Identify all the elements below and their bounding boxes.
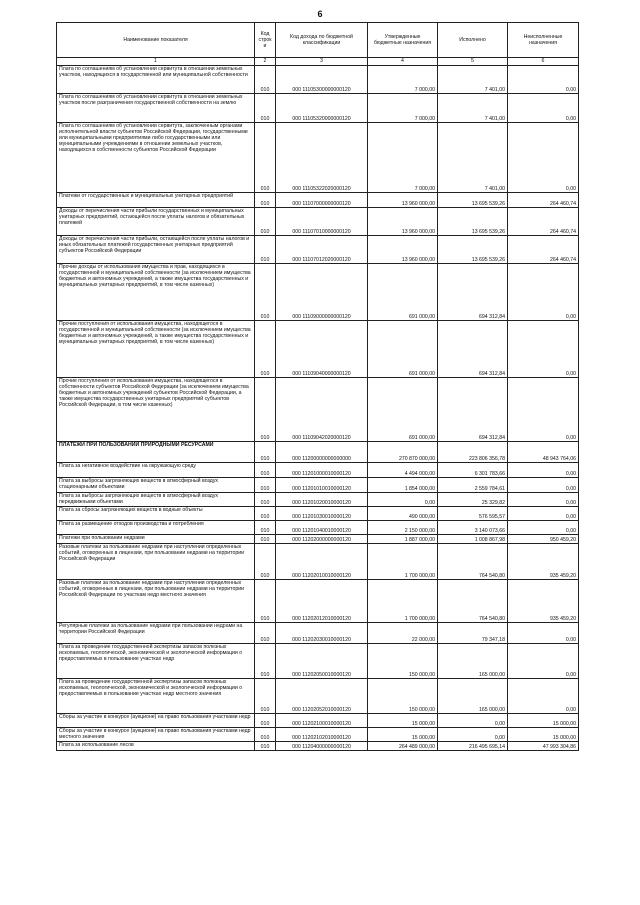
row-unexecuted: 0,00 [508, 378, 579, 442]
row-unexecuted: 0,00 [508, 94, 579, 123]
row-approved: 7 000,00 [368, 94, 438, 123]
row-approved: 0,00 [368, 493, 438, 507]
row-income-code: 000 11107010000000120 [276, 208, 368, 236]
row-indicator-name: Платежи при пользовании недрами [57, 535, 255, 544]
row-unexecuted: 48 943 764,06 [508, 442, 579, 463]
row-income-code: 000 11201040010000120 [276, 521, 368, 535]
row-code: 010 [255, 544, 276, 580]
table-row [57, 66, 579, 94]
header-income-code: Код дохода по бюджетной классификации [276, 23, 368, 58]
table-row [57, 193, 579, 208]
row-indicator-name: Сборы за участие в конкурсе (аукционе) на право пользования участками недр [57, 714, 255, 728]
row-approved: 13 960 000,00 [368, 208, 438, 236]
row-income-code: 000 11202052010000120 [276, 679, 368, 714]
row-code: 010 [255, 264, 276, 321]
table-row [57, 264, 579, 321]
row-executed: 79 347,18 [438, 623, 508, 644]
row-code: 010 [255, 535, 276, 544]
row-approved: 264 489 000,00 [368, 742, 438, 751]
row-code: 010 [255, 66, 276, 94]
row-approved: 15 000,00 [368, 714, 438, 728]
header-row-code: Код строк и [255, 23, 276, 58]
page-number: 6 [317, 9, 323, 19]
row-executed: 0,00 [438, 714, 508, 728]
row-income-code: 000 11201010010000120 [276, 478, 368, 493]
row-code: 010 [255, 442, 276, 463]
column-number: 3 [276, 58, 368, 66]
row-indicator-name: Плата за выбросы загрязняющих веществ в атмосферный воздух стационарными объектами [57, 478, 255, 493]
table-row [57, 442, 579, 463]
row-code: 010 [255, 714, 276, 728]
row-code: 010 [255, 321, 276, 378]
row-approved: 15 000,00 [368, 728, 438, 742]
row-indicator-name: Плата за проведение государственной экспертизы запасов полезных ископаемых, геологической, экономической и экологической информации о предоставляемых в пользование участках недр местного значения [57, 679, 255, 714]
row-unexecuted: 0,00 [508, 123, 579, 193]
row-indicator-name: Доходы от перечисления части прибыли, остающейся после уплаты налогов и иных обязательных платежей государственных унитарных предприятий субъектов Российской Федерации [57, 236, 255, 264]
row-income-code: 000 11107012020000120 [276, 236, 368, 264]
row-unexecuted: 15 000,00 [508, 728, 579, 742]
row-indicator-name: Разовые платежи за пользование недрами при наступлении определенных событий, оговоренных в лицензии, при пользовании недрами на территории Российской Федерации [57, 544, 255, 580]
row-executed: 2 559 784,61 [438, 478, 508, 493]
row-income-code: 000 11109000000000120 [276, 264, 368, 321]
row-unexecuted: 950 459,20 [508, 535, 579, 544]
table-row [57, 208, 579, 236]
row-executed: 694 312,84 [438, 264, 508, 321]
row-unexecuted: 0,00 [508, 66, 579, 94]
table-row [57, 728, 579, 742]
row-code: 010 [255, 208, 276, 236]
table-header-row [57, 23, 579, 58]
row-executed: 694 312,84 [438, 378, 508, 442]
row-indicator-name: Плата по соглашениям об установлении сервитута в отношении земельных участков, находящихся в государственной или муниципальной собственности [57, 66, 255, 94]
column-number: 5 [438, 58, 508, 66]
row-indicator-name: Плата по соглашениям об установлении сервитута, заключенным органами исполнительной власти субъектов Российской Федерации, государственными или муниципальными предприятиями либо государственными или муниципальными учреждениями в отношении земельных участков, находящихся в собственности субъектов Российской Федерации [57, 123, 255, 193]
row-approved: 13 960 000,00 [368, 193, 438, 208]
table-row [57, 544, 579, 580]
row-approved: 150 000,00 [368, 679, 438, 714]
row-unexecuted: 0,00 [508, 478, 579, 493]
row-indicator-name: Разовые платежи за пользование недрами при наступлении определенных событий, оговоренных в лицензии, при пользовании недрами на территории Российской Федерации по участкам недр местного значения [57, 580, 255, 623]
row-approved: 150 000,00 [368, 644, 438, 679]
row-code: 010 [255, 742, 276, 751]
row-executed: 7 401,00 [438, 94, 508, 123]
row-executed: 6 301 783,66 [438, 463, 508, 478]
row-income-code: 000 11201030010000120 [276, 507, 368, 521]
row-indicator-name: Доходы от перечисления части прибыли государственных и муниципальных унитарных предприятий, остающейся после уплаты налогов и обязательных платежей [57, 208, 255, 236]
row-indicator-name: Регулярные платежи за пользование недрами при пользовании недрами на территории Российской Федерации [57, 623, 255, 644]
row-executed: 165 000,00 [438, 679, 508, 714]
header-approved: Утвержденные бюджетные назначения [368, 23, 438, 58]
row-code: 010 [255, 493, 276, 507]
row-approved: 270 870 000,00 [368, 442, 438, 463]
row-indicator-name: Прочие поступления от использования имущества, находящегося в собственности субъектов Российской Федерации (за исключением имущества бюджетных и автономных учреждений субъектов Российской Федерации, а также имущества государственных унитарных предприятий субъектов Российской Федерации, в том числе казенных) [57, 378, 255, 442]
row-approved: 1 887 000,00 [368, 535, 438, 544]
row-unexecuted: 935 459,20 [508, 544, 579, 580]
row-indicator-name: Плата за сбросы загрязняющих веществ в водные объекты [57, 507, 255, 521]
table-row [57, 521, 579, 535]
row-income-code: 000 11202000000000120 [276, 535, 368, 544]
table-row [57, 321, 579, 378]
row-unexecuted: 264 460,74 [508, 193, 579, 208]
row-indicator-name: Плата по соглашениям об установлении сервитута в отношении земельных участков после разграничения государственной собственности на землю [57, 94, 255, 123]
row-code: 010 [255, 580, 276, 623]
column-number: 4 [368, 58, 438, 66]
header-indicator-name: Наименование показателя [57, 23, 255, 58]
column-number: 1 [57, 58, 255, 66]
row-executed: 764 540,80 [438, 544, 508, 580]
table-row [57, 679, 579, 714]
table-row [57, 742, 579, 751]
row-executed: 694 312,84 [438, 321, 508, 378]
row-executed: 223 806 356,78 [438, 442, 508, 463]
row-executed: 13 695 539,26 [438, 236, 508, 264]
row-executed: 7 401,00 [438, 66, 508, 94]
row-income-code: 000 11202030010000120 [276, 623, 368, 644]
row-approved: 490 000,00 [368, 507, 438, 521]
row-indicator-name: Плата за размещение отходов производства и потребления [57, 521, 255, 535]
table-row [57, 236, 579, 264]
row-approved: 4 494 000,00 [368, 463, 438, 478]
header-unexecuted: Неисполненные назначения [508, 23, 579, 58]
row-code: 010 [255, 236, 276, 264]
row-approved: 7 000,00 [368, 123, 438, 193]
row-indicator-name: ПЛАТЕЖИ ПРИ ПОЛЬЗОВАНИИ ПРИРОДНЫМИ РЕСУРСАМИ [57, 442, 255, 463]
row-executed: 576 595,57 [438, 507, 508, 521]
row-unexecuted: 264 460,74 [508, 208, 579, 236]
row-executed: 3 140 073,66 [438, 521, 508, 535]
row-executed: 13 695 539,26 [438, 208, 508, 236]
row-code: 010 [255, 521, 276, 535]
row-indicator-name: Плата за негативное воздействие на окружающую среду [57, 463, 255, 478]
row-unexecuted: 0,00 [508, 521, 579, 535]
row-income-code: 000 11202050010000120 [276, 644, 368, 679]
row-income-code: 000 11200000000000000 [276, 442, 368, 463]
row-unexecuted: 0,00 [508, 463, 579, 478]
row-indicator-name: Прочие доходы от использования имущества и прав, находящихся в государственной и муниципальной собственности (за исключением имущества бюджетных и автономных учреждений, а также имущества государственных и муниципальных унитарных предприятий, в том числе казенных) [57, 264, 255, 321]
table-row [57, 463, 579, 478]
row-code: 010 [255, 644, 276, 679]
row-approved: 2 150 000,00 [368, 521, 438, 535]
row-unexecuted: 0,00 [508, 493, 579, 507]
row-indicator-name: Плата за проведение государственной экспертизы запасов полезных ископаемых, геологической, экономической и экологической информации о предоставляемых в пользование участках недр [57, 644, 255, 679]
row-unexecuted: 15 000,00 [508, 714, 579, 728]
row-executed: 0,00 [438, 728, 508, 742]
row-executed: 13 695 539,26 [438, 193, 508, 208]
row-income-code: 000 11201020010000120 [276, 493, 368, 507]
row-executed: 216 495 695,14 [438, 742, 508, 751]
row-code: 010 [255, 463, 276, 478]
budget-execution-table [56, 22, 579, 751]
table-row [57, 535, 579, 544]
row-approved: 691 000,00 [368, 321, 438, 378]
row-unexecuted: 0,00 [508, 321, 579, 378]
row-code: 010 [255, 679, 276, 714]
row-income-code: 000 11201000010000120 [276, 463, 368, 478]
table-row [57, 94, 579, 123]
row-unexecuted: 264 460,74 [508, 236, 579, 264]
table-row [57, 493, 579, 507]
table-row [57, 507, 579, 521]
row-code: 010 [255, 193, 276, 208]
table-row [57, 378, 579, 442]
row-code: 010 [255, 94, 276, 123]
row-unexecuted: 935 459,20 [508, 580, 579, 623]
row-income-code: 000 11202102010000120 [276, 728, 368, 742]
row-unexecuted: 0,00 [508, 507, 579, 521]
row-approved: 1 700 000,00 [368, 544, 438, 580]
column-number: 6 [508, 58, 579, 66]
row-income-code: 000 11109042020000120 [276, 378, 368, 442]
row-executed: 7 401,00 [438, 123, 508, 193]
row-approved: 691 000,00 [368, 264, 438, 321]
row-executed: 1 008 867,98 [438, 535, 508, 544]
row-income-code: 000 11105322020000120 [276, 123, 368, 193]
column-number-row [57, 58, 579, 66]
row-unexecuted: 0,00 [508, 623, 579, 644]
row-indicator-name: Плата за использование лесов [57, 742, 255, 751]
row-unexecuted: 0,00 [508, 264, 579, 321]
column-number: 2 [255, 58, 276, 66]
table-row [57, 123, 579, 193]
row-indicator-name: Платежи от государственных и муниципальных унитарных предприятий [57, 193, 255, 208]
row-code: 010 [255, 378, 276, 442]
header-executed: Исполнено [438, 23, 508, 58]
row-unexecuted: 0,00 [508, 644, 579, 679]
row-approved: 1 854 000,00 [368, 478, 438, 493]
row-income-code: 000 11202010010000120 [276, 544, 368, 580]
row-code: 010 [255, 123, 276, 193]
table-row [57, 623, 579, 644]
row-code: 010 [255, 507, 276, 521]
row-unexecuted: 0,00 [508, 679, 579, 714]
row-executed: 165 000,00 [438, 644, 508, 679]
row-income-code: 000 11109040000000120 [276, 321, 368, 378]
row-income-code: 000 11105300000000120 [276, 66, 368, 94]
row-code: 010 [255, 623, 276, 644]
table-body [57, 66, 579, 751]
row-income-code: 000 11105320000000120 [276, 94, 368, 123]
row-approved: 13 960 000,00 [368, 236, 438, 264]
row-approved: 7 000,00 [368, 66, 438, 94]
table-row [57, 714, 579, 728]
row-code: 010 [255, 478, 276, 493]
table-row [57, 478, 579, 493]
row-indicator-name: Сборы за участие в конкурсе (аукционе) на право пользования участками недр местного значения [57, 728, 255, 742]
row-indicator-name: Плата за выбросы загрязняющих веществ в атмосферный воздух передвижными объектами [57, 493, 255, 507]
row-approved: 1 700 000,00 [368, 580, 438, 623]
row-indicator-name: Прочие поступления от использования имущества, находящегося в государственной и муниципальной собственности (за исключением имущества бюджетных и автономных учреждений, а также имущества государственных и муниципальных унитарных предприятий, в том числе казенных) [57, 321, 255, 378]
row-approved: 691 000,00 [368, 378, 438, 442]
row-executed: 764 540,80 [438, 580, 508, 623]
row-code: 010 [255, 728, 276, 742]
row-executed: 25 329,82 [438, 493, 508, 507]
table-row [57, 644, 579, 679]
row-income-code: 000 11202100010000120 [276, 714, 368, 728]
row-income-code: 000 11204000000000120 [276, 742, 368, 751]
row-income-code: 000 11202012010000120 [276, 580, 368, 623]
row-approved: 22 000,00 [368, 623, 438, 644]
row-income-code: 000 11107000000000120 [276, 193, 368, 208]
row-unexecuted: 47 993 304,86 [508, 742, 579, 751]
table-row [57, 580, 579, 623]
